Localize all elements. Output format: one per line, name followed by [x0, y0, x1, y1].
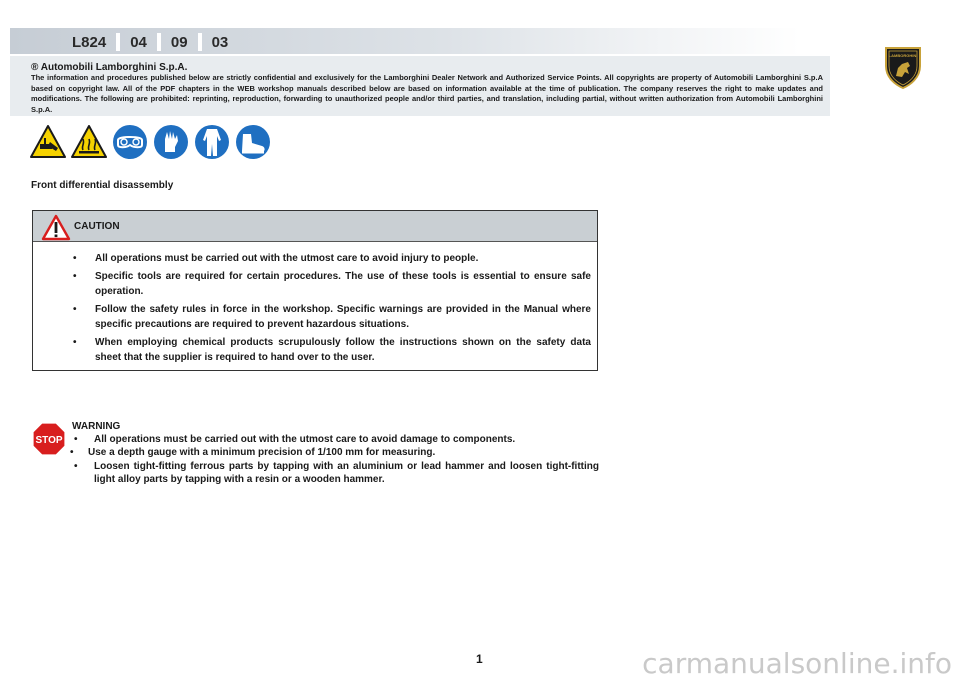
list-item: • Loosen tight-fitting ferrous parts by tapping with an aluminium or lead hammer and loosen tight-fitting light alloy parts by tapping with a resin or a wooden hammer.: [72, 460, 599, 487]
list-item: • All operations must be carried out with the utmost care to avoid damage to components.: [72, 433, 599, 446]
stop-text: STOP: [35, 435, 63, 446]
code-group: 04: [130, 33, 147, 51]
safety-symbols-row: [30, 124, 271, 160]
protective-gloves-icon: [153, 124, 189, 160]
hot-surface-icon: [71, 124, 107, 160]
warning-block: [72, 420, 599, 487]
code-subgroup: 09: [170, 33, 188, 51]
lamborghini-logo-icon: [882, 44, 924, 90]
warning-label: WARNING: [72, 421, 121, 432]
watermark: carmanualsonline.info: [642, 647, 952, 680]
code-item: 03: [211, 33, 229, 51]
code-separator: [116, 33, 120, 51]
caution-header: [33, 211, 597, 242]
safety-shoes-icon: [235, 124, 271, 160]
page-number: 1: [476, 652, 483, 666]
notice-title: ® Automobili Lamborghini S.p.A.: [31, 62, 188, 73]
document-code: [66, 31, 234, 53]
list-item: • Follow the safety rules in force in the workshop. Specific warnings are provided in the Manual where specific precautions are required to prevent hazardous situations.: [73, 302, 591, 333]
crush-hazard-icon: [30, 124, 66, 160]
logo-text: LAMBORGHINI: [888, 53, 918, 58]
section-title: Front differential disassembly: [31, 180, 174, 191]
list-item: • Specific tools are required for certain procedures. The use of these tools is essential to ensure safe operation.: [73, 269, 591, 300]
warning-list: [72, 433, 599, 487]
overalls-icon: [194, 124, 230, 160]
caution-triangle-icon: [41, 214, 71, 241]
code-separator: [157, 33, 161, 51]
stop-sign-icon: [32, 422, 66, 456]
code-separator: [198, 33, 202, 51]
safety-goggles-icon: [112, 124, 148, 160]
code-model: L824: [72, 33, 107, 51]
list-item: • All operations must be carried out with the utmost care to avoid injury to people.: [73, 251, 591, 267]
notice-text: The information and procedures published below are strictly confidential and exclusively for the Lamborghini Dealer Network and Authorized Service Points. All copyrights are property of Automobili Lamborghini S.p.A based on copyright law. All of the PDF chapters in the WEB workshop manuals described below are based on information available at the time of publication. The company reserves the right to make updates and modifications. The following are prohibited: reprinting, reproduction, forwarding to unauthorized people and/or third parties, and translation, including partial, without written authorization from Automobili Lamborghini S.p.A.: [31, 73, 823, 114]
caution-box: [32, 210, 598, 371]
caution-list: [73, 251, 591, 368]
list-item: • When employing chemical products scrupulously follow the instructions shown on the safety data sheet that the supplier is required to hand over to the user.: [73, 335, 591, 366]
caution-label: CAUTION: [74, 221, 120, 232]
list-item: • Use a depth gauge with a minimum precision of 1/100 mm for measuring.: [68, 446, 599, 459]
